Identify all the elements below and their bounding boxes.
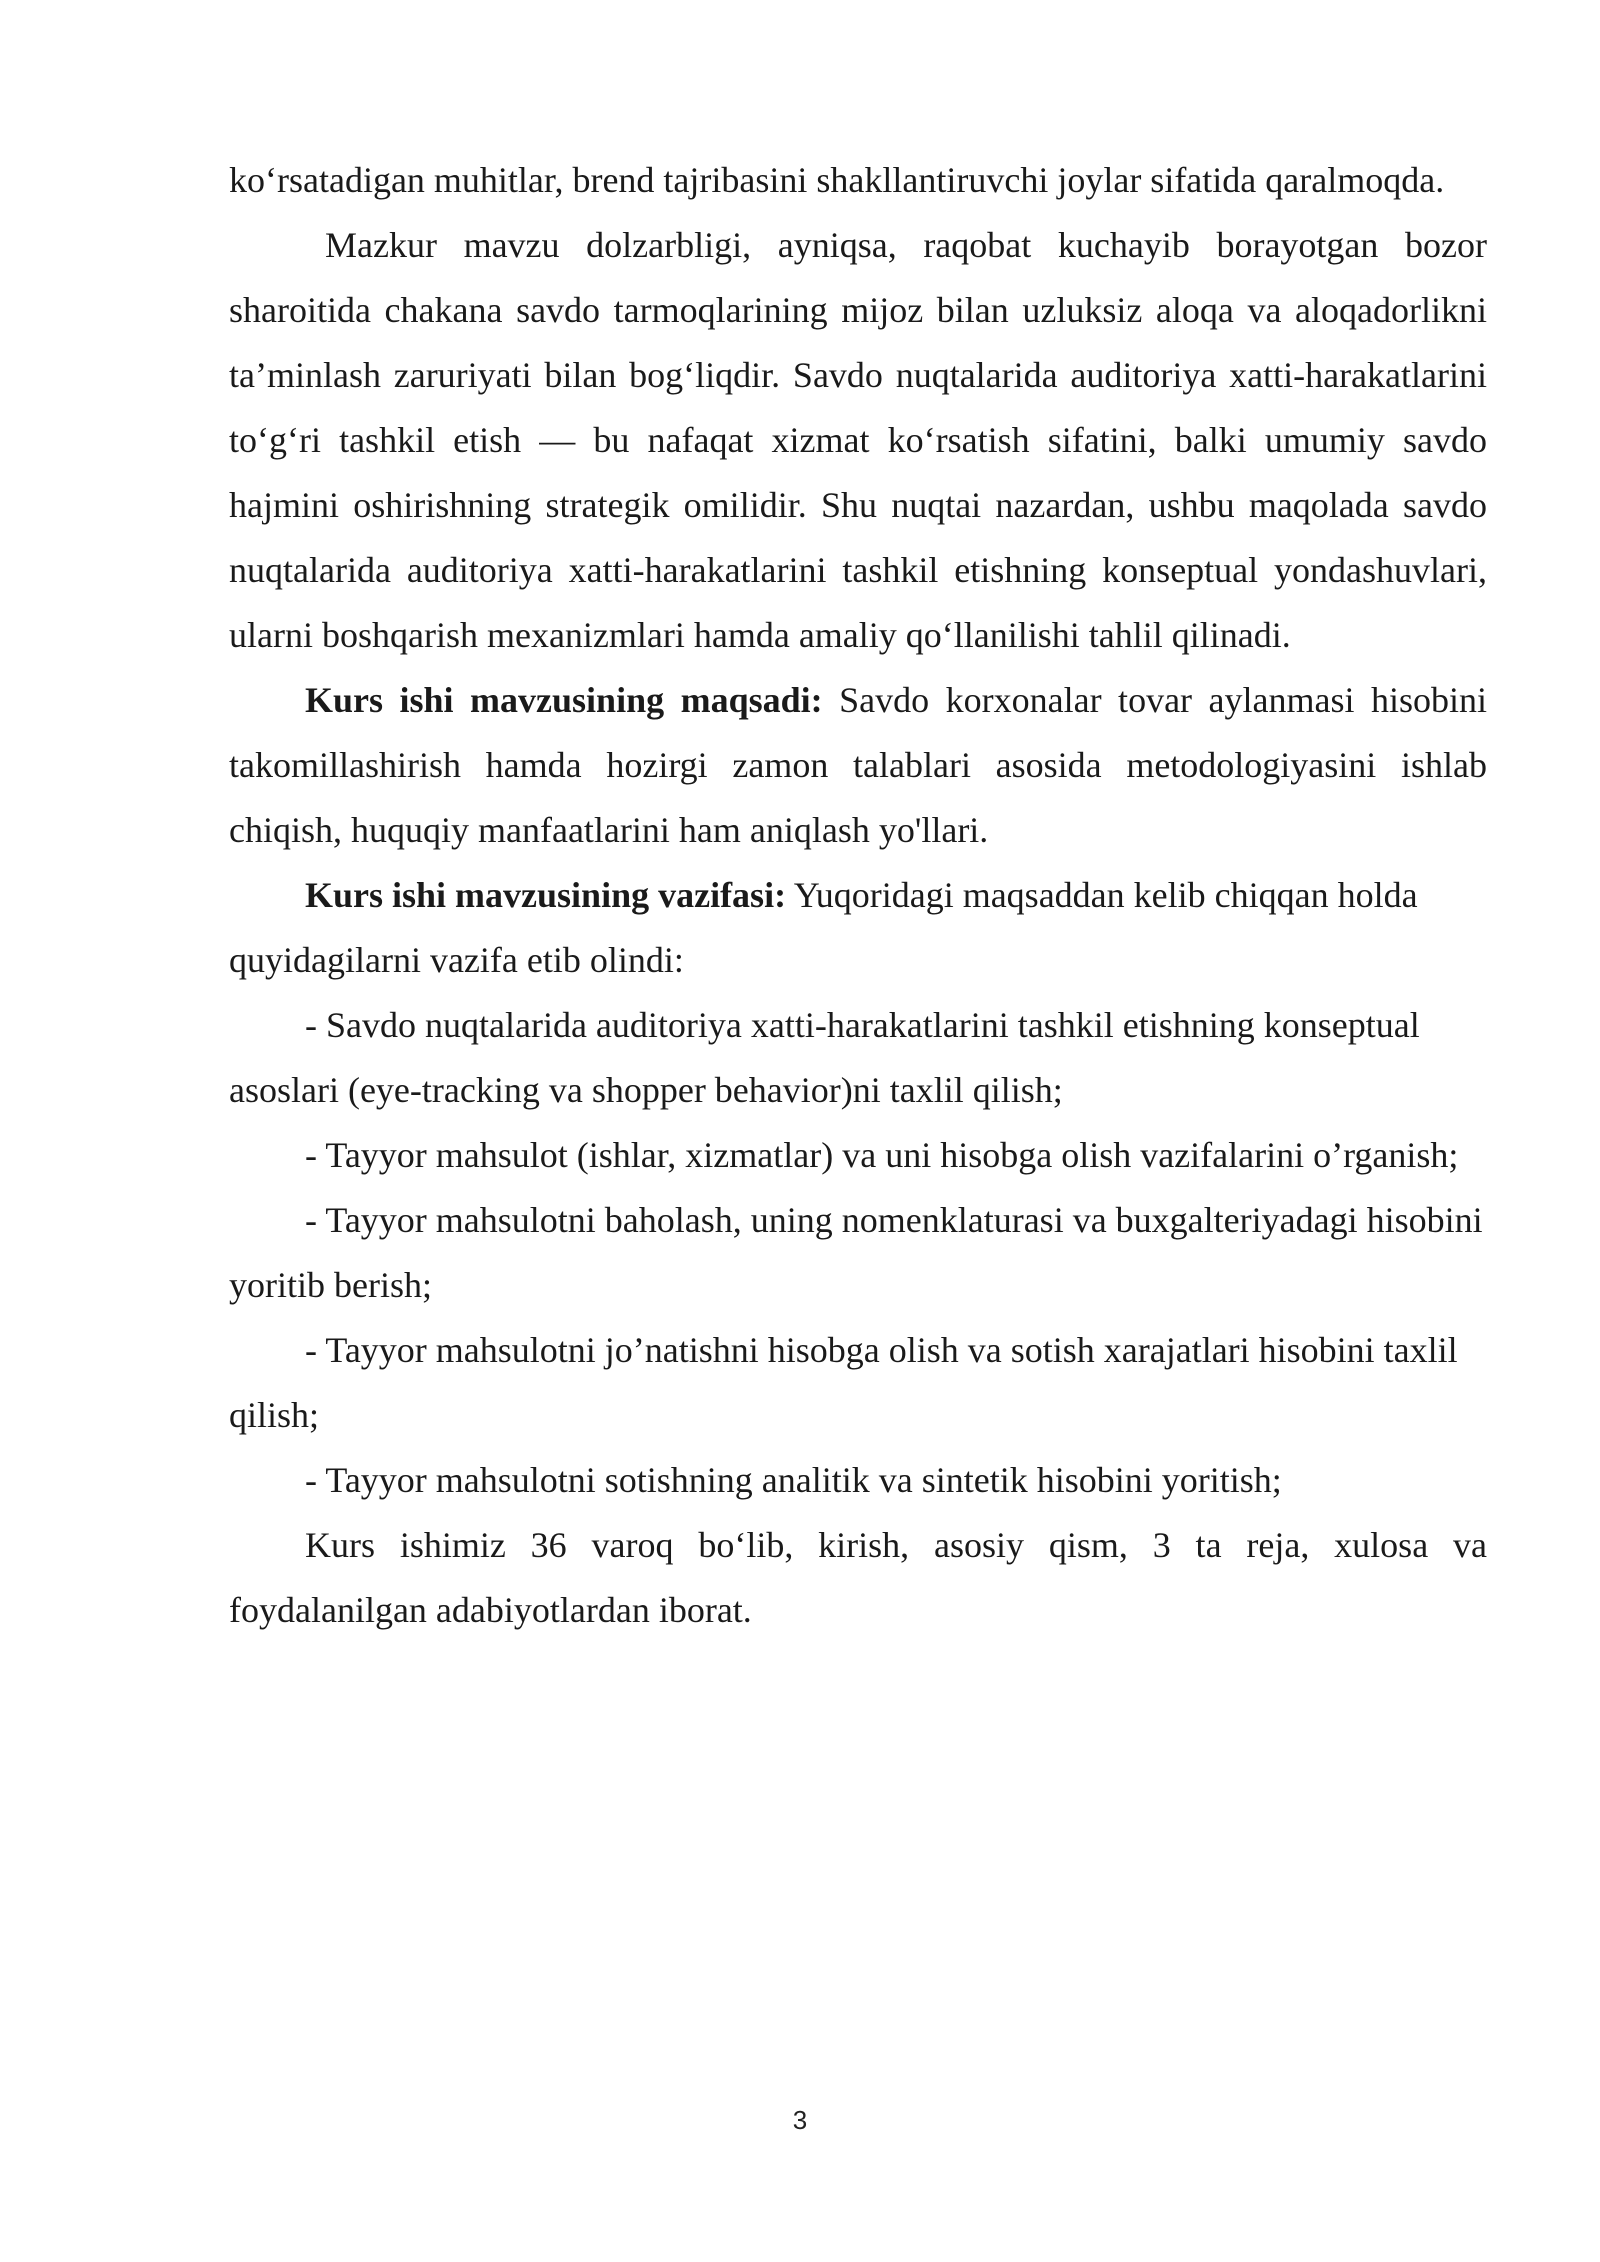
- goal-text: Savdo korxonalar tovar aylanmasi hisobini takomillashirish hamda hozirgi zamon talablari asosida metodologiyasini ishlab chiqish, huquqiy manfaatlarini ham aniqlash yo'llari.: [229, 680, 1487, 850]
- list-item: - Tayyor mahsulotni baholash, uning nomenklaturasi va buxgalteriyadagi hisobini yoritib berish;: [229, 1200, 1483, 1305]
- paragraph-tasks: [229, 863, 1487, 993]
- list-item: - Savdo nuqtalarida auditoriya xatti-harakatlarini tashkil etishning konseptual asoslari (eye-tracking va shopper behavior)ni taxlil qilish;: [229, 1005, 1420, 1110]
- list-item: - Tayyor mahsulotni sotishning analitik va sintetik hisobini yoritish;: [305, 1460, 1282, 1500]
- list-item: - Tayyor mahsulotni jo’natishni hisobga olish va sotish xarajatlari hisobini taxlil qilish;: [229, 1330, 1458, 1435]
- body-text: [229, 148, 1487, 1643]
- paragraph-continuation: ko‘rsatadigan muhitlar, brend tajribasini shakllantiruvchi joylar sifatida qaralmoqda.: [229, 160, 1445, 200]
- paragraph-goal: [229, 668, 1487, 863]
- page-number: 3: [792, 2105, 808, 2135]
- tasks-text: Yuqoridagi maqsaddan kelib chiqqan holda quyidagilarni vazifa etib olindi:: [229, 875, 1418, 980]
- paragraph-relevance: Mazkur mavzu dolzarbligi, ayniqsa, raqobat kuchayib borayotgan bozor sharoitida chakana savdo tarmoqlarining mijoz bilan uzluksiz aloqa va aloqadorlikni ta’minlash zaruriyati bilan bog‘liqdir. Savdo nuqtalarida auditoriya xatti-harakatlarini to‘g‘ri tashkil etish — bu nafaqat xizmat ko‘rsatish sifatini, balki umumiy savdo hajmini oshirishning strategik omilidir. Shu nuqtai nazardan, ushbu maqolada savdo nuqtalarida auditoriya xatti-harakatlarini tashkil etishning konseptual yondashuvlari, ularni boshqarish mexanizmlari hamda amaliy qo‘llanilishi tahlil qilinadi.: [229, 225, 1487, 655]
- list-item: - Tayyor mahsulot (ishlar, xizmatlar) va uni hisobga olish vazifalarini o’rganish;: [305, 1135, 1459, 1175]
- tasks-label: Kurs ishi mavzusining vazifasi:: [305, 875, 787, 915]
- paragraph-structure: Kurs ishimiz 36 varoq bo‘lib, kirish, asosiy qism, 3 ta reja, xulosa va foydalanilgan adabiyotlardan iborat.: [229, 1525, 1487, 1630]
- goal-label: Kurs ishi mavzusining maqsadi:: [305, 680, 823, 720]
